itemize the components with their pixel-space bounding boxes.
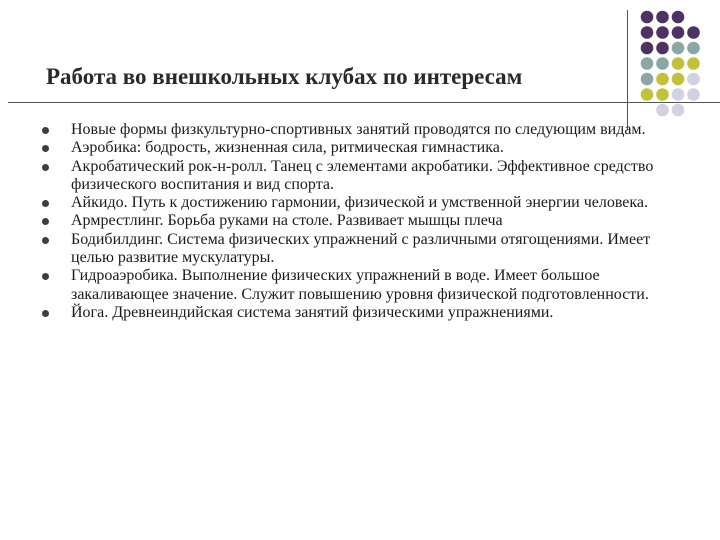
decor-dot-purple [687, 26, 700, 39]
bullet-list [42, 121, 692, 322]
decor-dot-purple [656, 26, 669, 39]
bullet-icon [42, 310, 49, 317]
decor-dot-lavender [672, 88, 685, 101]
decor-dot-olive [672, 73, 685, 86]
horizontal-rule [8, 102, 720, 103]
decor-dot-purple [641, 11, 654, 24]
list-item-text: Йога. Древнеиндийская система занятий физическими упражнениями. [71, 303, 554, 321]
decor-dot-teal [656, 57, 669, 70]
decor-dot-teal [672, 42, 685, 55]
decor-dot-lavender [687, 88, 700, 101]
slide-title: Работа во внешкольных клубах по интересам [46, 64, 523, 89]
decor-dot-lavender [656, 104, 669, 117]
list-item-text: Гидроаэробика. Выполнение физических упражнений в воде. Имеет большое закаливающее значение. Служит повышению уровня физической подготовленности. [71, 267, 649, 303]
list-item-text: Айкидо. Путь к достижению гармонии, физической и умственной энергии человека. [71, 194, 649, 212]
decor-dot-olive [641, 88, 654, 101]
list-item-text: Новые формы физкультурно-спортивных занятий проводятся по следующим видам. [71, 121, 646, 138]
decor-dot-lavender [687, 73, 700, 86]
list-item-text: Армрестлинг. Борьба руками на столе. Развивает мышцы плеча [71, 212, 503, 230]
list-item [42, 267, 692, 304]
decor-dot-lavender [672, 104, 685, 117]
decor-dot-purple [641, 26, 654, 39]
bullet-icon [42, 200, 49, 207]
decor-dot-teal [687, 42, 700, 55]
vertical-rule [627, 10, 628, 130]
decor-dot-olive [656, 73, 669, 86]
list-item [42, 139, 692, 157]
list-item-text: Акробатический рок-н-ролл. Танец с элементами акробатики. Эффективное средство физического воспитания и вид спорта. [71, 157, 654, 193]
decor-dot-teal [641, 73, 654, 86]
list-item [42, 121, 692, 139]
list-item-text: Бодибилдинг. Система физических упражнений с различными отягощениями. Имеет целью развитие мускулатуры. [71, 230, 651, 267]
decor-dot-olive [672, 57, 685, 70]
list-item [42, 158, 692, 195]
list-item [42, 231, 692, 268]
list-item [42, 304, 692, 322]
bullet-icon [42, 237, 49, 244]
decor-dot-teal [641, 57, 654, 70]
bullet-icon [42, 273, 49, 280]
decor-dot-purple [672, 26, 685, 39]
decor-dot-purple [656, 11, 669, 24]
bullet-icon [42, 145, 49, 152]
list-item [42, 212, 692, 230]
decor-dot-purple [672, 11, 685, 24]
bullet-icon [42, 218, 49, 225]
decor-dot-olive [656, 88, 669, 101]
list-item-text: Аэробика: бодрость, жизненная сила, ритмическая гимнастика. [71, 139, 504, 157]
decor-dot-purple [656, 42, 669, 55]
bullet-icon [42, 164, 49, 171]
decor-dot-olive [687, 57, 700, 70]
bullet-icon [42, 127, 49, 134]
decor-dot-purple [641, 42, 654, 55]
list-item [42, 194, 692, 212]
